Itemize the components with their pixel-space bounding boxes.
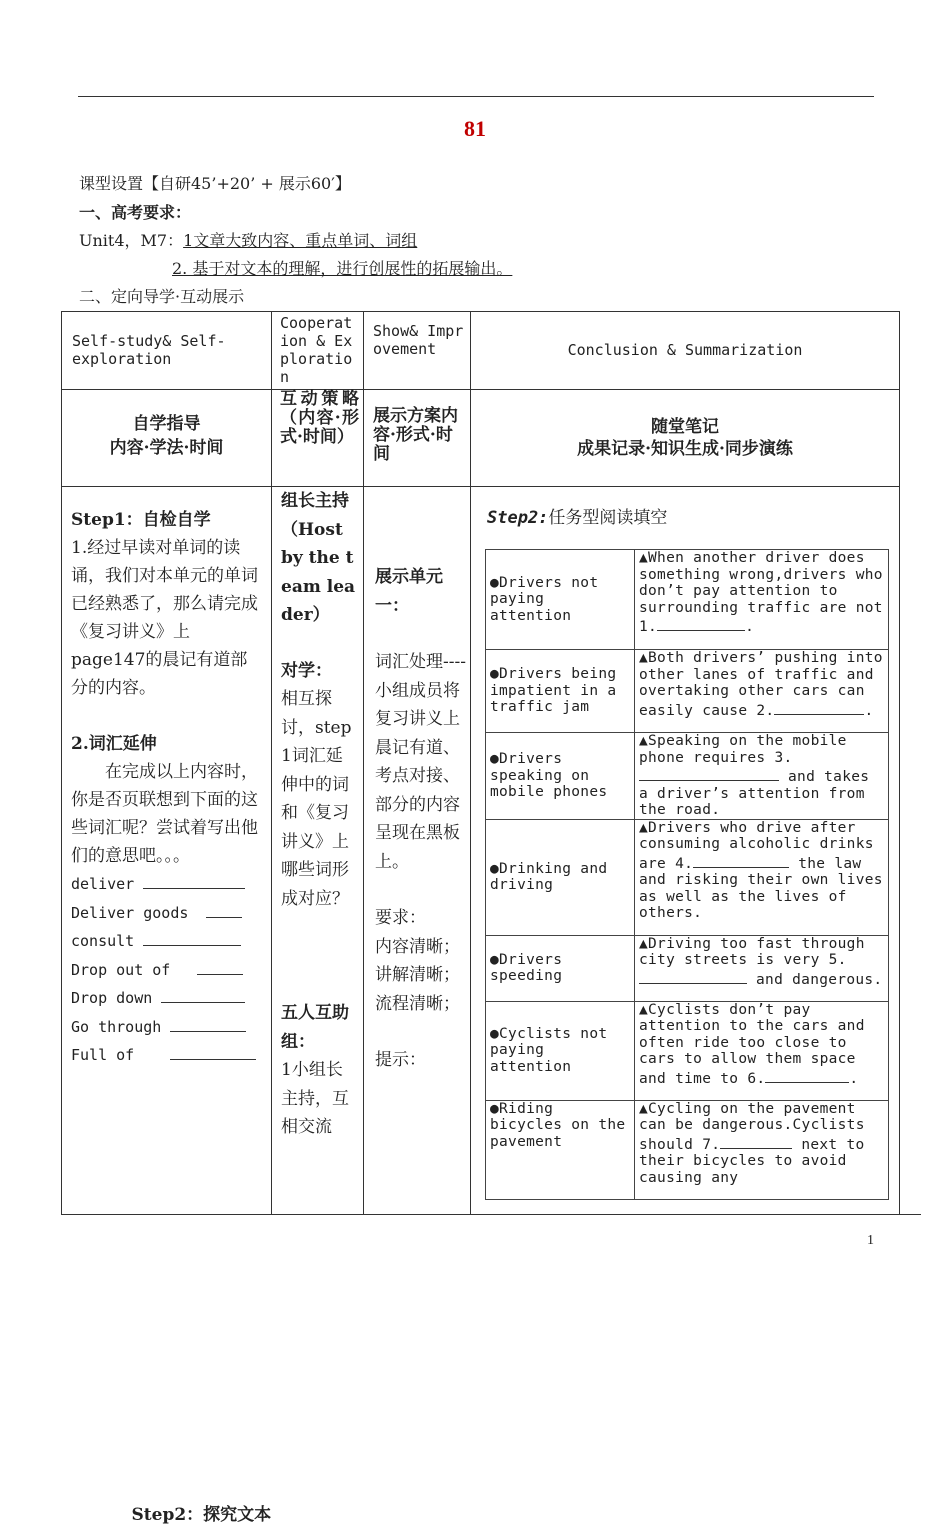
reading-table [485,549,889,1200]
show-content [364,487,471,1215]
header-show: Show& Improvement [364,312,471,390]
requirement-item: 内容清晰； [375,936,460,957]
study-table [61,311,900,1525]
subheader-notes: 随堂笔记 成果记录·知识生成·同步演练 [471,390,900,487]
reading-row-left: ●Riding bicycles on the pavement [486,1100,635,1199]
vocab-item: Drop out of [71,956,263,985]
requirement-line-1 [79,231,417,251]
step2-label: Step2: [487,508,549,528]
requirements-title: 要求： [375,908,426,928]
requirement-2: 2. 基于对文本的理解，进行创展性的拓展输出。 [172,259,513,278]
reading-row-left: ●Cyclists not paying attention [486,1001,635,1100]
requirement-item: 讲解清晰； [375,965,460,985]
subheader-show-plan: 展示方案内容·形式·时间 [364,390,471,487]
vocab-item: Drop down [71,984,263,1013]
course-setting: 课型设置【自研45’+20’ + 展示60′】 [79,174,351,193]
show-unit-text: 词汇处理----小组成员将复习讲义上晨记有道、考点对接、部分的内容呈现在黑板上。 [375,652,466,872]
vocab-item: Deliver goods [71,899,263,928]
requirement-1: 1文章大致内容、重点单词、词组 [183,231,418,250]
reading-row-left: ●Drivers speeding [486,935,635,1001]
reading-row-right: ▲Speaking on the mobile phone requires 3. and takes a driver’s attention from the road. [635,733,889,820]
reading-row-right: ▲Driving too fast through city streets is very 5. and dangerous. [635,935,889,1001]
table-edge-rule [899,1214,921,1215]
step1-title: Step1：自检自学 [71,510,211,530]
requirement-item: 流程清晰； [375,993,460,1014]
show-unit-title: 展示单元一： [375,567,443,616]
reading-row-right: ▲Cycling on the pavement can be dangerous.Cyclists should 7. next to their bicycles to avoid causing any [635,1100,889,1199]
page-title: 81 [464,116,486,141]
pair-study-text: 相互探讨，step 1词汇延伸中的词和《复习讲义》上哪些词形成对应？ [281,689,352,909]
subheader-self-study: 自学指导 内容·学法·时间 [62,390,272,487]
group-title: 五人互助组： [281,1003,349,1052]
host-note: 组长主持（Host by the team leader） [281,491,356,625]
step2-explore-title: Step2：探究文本 [131,1504,272,1525]
vocab-item: Full of [71,1041,263,1070]
reading-row-left: ●Drivers not paying attention [486,550,635,650]
vocab-intro: 在完成以上内容时，你是否页联想到下面的这些词汇呢？尝试着写出他们的意思吧。。。 [71,762,258,866]
vocab-item: deliver [71,870,263,899]
reading-row-right: ▲Cyclists don’t pay attention to the cars and often ride too close to cars to allow them space and time to 6. . [635,1001,889,1100]
group-text: 1小组长主持，互相交流 [281,1060,349,1137]
pair-study-title: 对学： [281,660,332,681]
step2-vocab-title: 2.词汇延伸 [71,734,157,754]
reading-row-left: ●Drivers speaking on mobile phones [486,733,635,820]
header-cooperation: Cooperation & Exploration [272,312,364,390]
requirement-prefix: Unit4，M7： [79,231,184,250]
notes-content [471,487,900,1215]
hint-title: 提示： [375,1050,426,1070]
footer-page-number: 1 [867,1233,874,1248]
header-rule [78,96,874,97]
header-self-study: Self-study& Self-exploration [62,312,272,390]
step2-text: 任务型阅读填空 [548,508,668,528]
self-study-content [62,487,272,1525]
reading-row-right: ▲Both drivers’ pushing into other lanes of traffic and overtaking other cars can easily cause 2. . [635,650,889,733]
cooperation-content [272,487,364,1215]
vocab-item: consult [71,927,263,956]
reading-row-left: ●Drivers being impatient in a traffic jam [486,650,635,733]
reading-row-right: ▲When another driver does something wrong,drivers who don’t pay attention to surrounding traffic are not 1. . [635,550,889,650]
step1-text: 1.经过早读对单词的读诵，我们对本单元的单词已经熟悉了，那么请完成《复习讲义》上page147的晨记有道部分的内容。 [71,538,258,698]
section1-title: 一、高考要求： [79,203,192,222]
reading-row-right: ▲Drivers who drive after consuming alcoholic drinks are 4. the law and risking their own lives as well as the lives of others. [635,819,889,935]
subheader-strategy: 互动策略（内容·形式·时间） [272,390,364,487]
header-conclusion: Conclusion & Summarization [471,312,900,390]
section2-title: 二、定向导学·互动展示 [79,287,245,306]
reading-row-left: ●Drinking and driving [486,819,635,935]
vocab-item: Go through [71,1013,263,1042]
